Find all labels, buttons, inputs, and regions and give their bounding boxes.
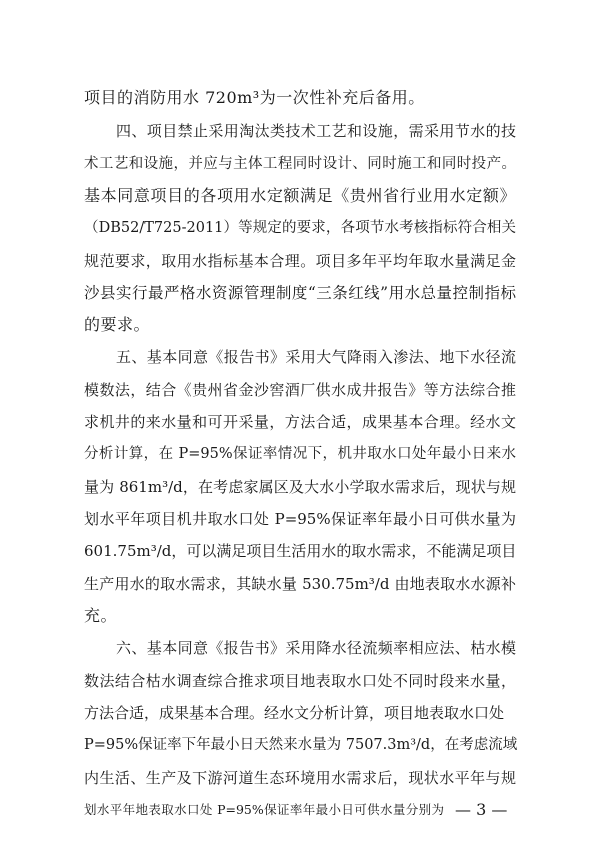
text-line: 划水平年地表取水口处 P=95%保证率年最小日可供水量分别为 <box>84 802 444 817</box>
page-number: — 3 — <box>455 800 508 819</box>
text-line: 601.75m³/d，可以满足项目生活用水的取水需求，不能满足项目 <box>84 542 517 560</box>
text-line: 充。 <box>84 606 118 625</box>
text-line: 数法结合枯水调查综合推求项目地表取水口处不同时段来水量， <box>84 672 516 690</box>
text-line: P=95%保证率下年最小日天然来水量为 7507.3m³/d，在考虑流域 <box>84 737 518 753</box>
text-line: 划水平年项目机井取水口处 P=95%保证率年最小日可供水量为 <box>84 510 516 528</box>
text-line: 五、基本同意《报告书》采用大气降雨入渗法、地下水径流 <box>116 348 516 366</box>
text-line: 求机井的来水量和可开采量，方法合适，成果基本合理。经水文 <box>84 413 516 431</box>
text-line: 规范要求，取用水指标基本合理。项目多年平均年取水量满足金 <box>84 252 516 270</box>
text-line: 分析计算，在 P=95%保证率情况下，机井取水口处年最小日来水 <box>84 446 516 462</box>
text-line: 的要求。 <box>84 315 151 334</box>
text-line: 术工艺和设施，并应与主体工程同时设计、同时施工和同时投产。 <box>84 156 516 172</box>
text-line: 方法合适，成果基本合理。经水文分析计算，项目地表取水口处 <box>84 704 505 722</box>
text-line: 内生活、生产及下游河道生态环境用水需求后，现状水平年与规 <box>84 769 516 787</box>
text-line: 生产用水的取水需求，其缺水量 530.75m³/d 由地表取水水源补 <box>84 575 516 593</box>
text-line: 四、项目禁止采用淘汰类技术工艺和设施，需采用节水的技 <box>116 122 516 140</box>
text-line: （DB52/T725-2011）等规定的要求，各项节水考核指标符合相关 <box>84 220 516 236</box>
text-line: 项目的消防用水 720m³为一次性补充后备用。 <box>84 88 425 107</box>
text-line: 模数法，结合《贵州省金沙窖酒厂供水成井报告》等方法综合推 <box>84 381 516 399</box>
text-line: 沙县实行最严格水资源管理制度“三条红线”用水总量控制指标 <box>84 284 516 302</box>
text-line: 六、基本同意《报告书》采用降水径流频率相应法、枯水模 <box>116 639 516 657</box>
text-line: 基本同意项目的各项用水定额满足《贵州省行业用水定额》 <box>84 186 516 205</box>
text-line: 量为 861m³/d，在考虑家属区及大水小学取水需求后，现状与规 <box>84 478 516 496</box>
